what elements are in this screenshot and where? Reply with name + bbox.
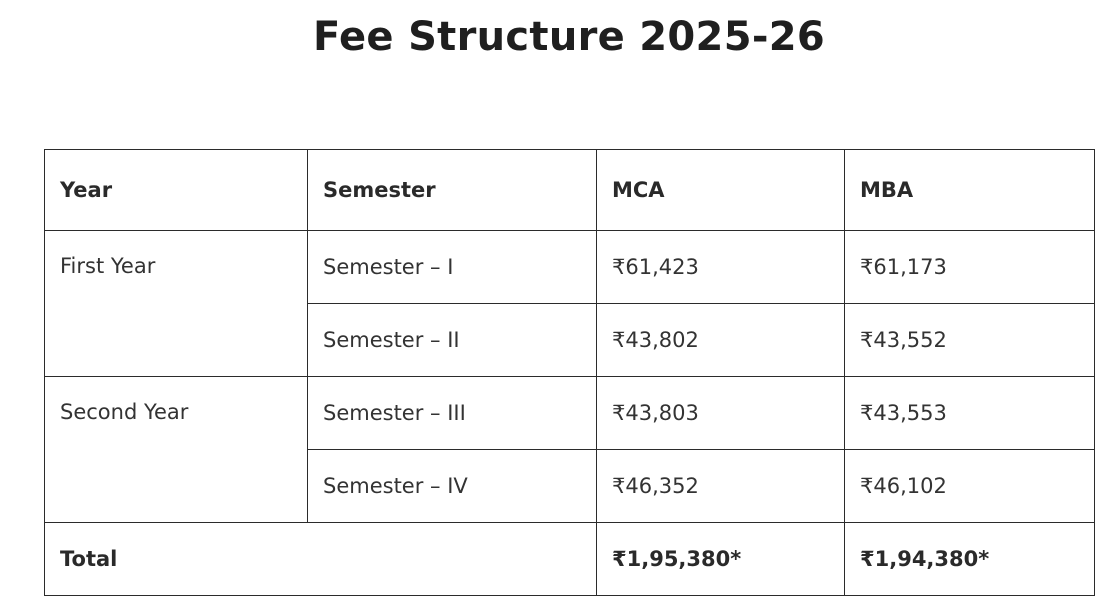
mca-fee-cell: ₹43,802 <box>597 304 845 377</box>
page-title: Fee Structure 2025-26 <box>312 14 825 60</box>
mba-fee-cell: ₹46,102 <box>845 450 1095 523</box>
table-header-row <box>45 150 1095 231</box>
mca-fee-cell: ₹43,803 <box>597 377 845 450</box>
year-cell-second: Second Year <box>45 377 308 523</box>
mca-fee-cell: ₹46,352 <box>597 450 845 523</box>
total-label: Total <box>45 523 597 596</box>
mba-fee-cell: ₹43,553 <box>845 377 1095 450</box>
table-row <box>45 231 1095 304</box>
header-semester: Semester <box>308 150 597 231</box>
semester-cell: Semester – IV <box>308 450 597 523</box>
mca-fee-cell: ₹61,423 <box>597 231 845 304</box>
total-row <box>45 523 1095 596</box>
mba-fee-cell: ₹43,552 <box>845 304 1095 377</box>
semester-cell: Semester – II <box>308 304 597 377</box>
year-cell-first: First Year <box>45 231 308 377</box>
fee-structure-table <box>44 149 1095 596</box>
header-mca: MCA <box>597 150 845 231</box>
semester-cell: Semester – III <box>308 377 597 450</box>
semester-cell: Semester – I <box>308 231 597 304</box>
header-mba: MBA <box>845 150 1095 231</box>
mca-total-cell: ₹1,95,380* <box>597 523 845 596</box>
table-row <box>45 377 1095 450</box>
mba-total-cell: ₹1,94,380* <box>845 523 1095 596</box>
header-year: Year <box>45 150 308 231</box>
mba-fee-cell: ₹61,173 <box>845 231 1095 304</box>
